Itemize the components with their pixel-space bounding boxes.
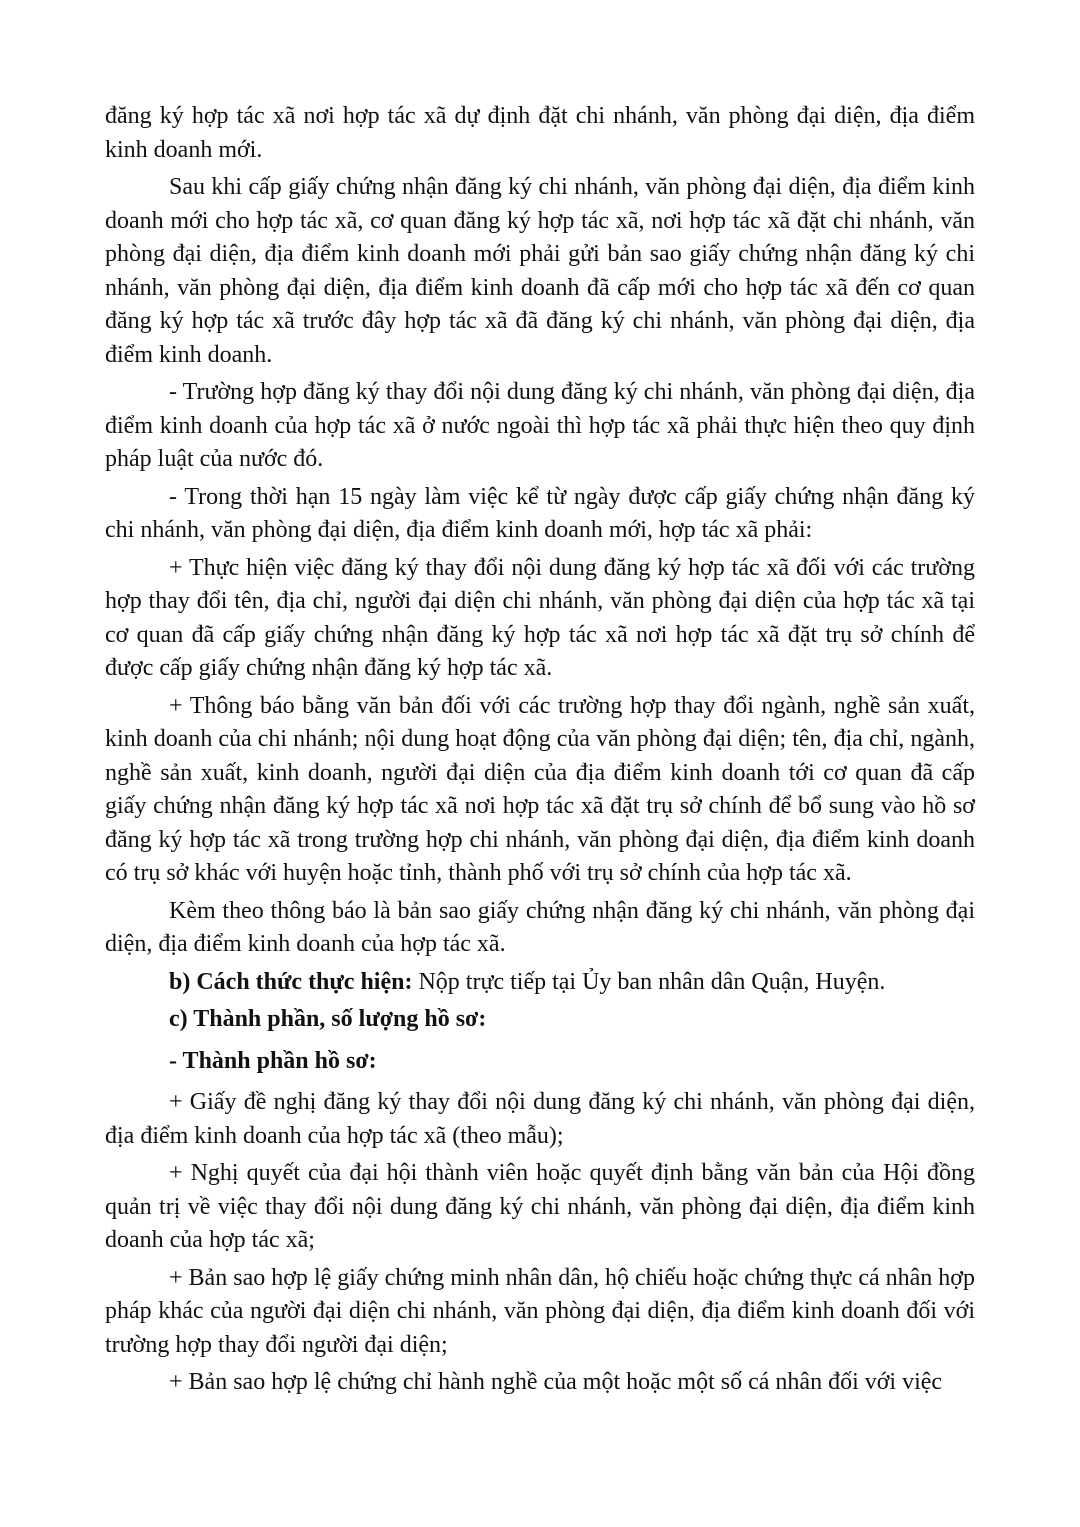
list-item-certificate-copy: + Bản sao hợp lệ chứng chỉ hành nghề của một hoặc một số cá nhân đối với việc [169, 1369, 943, 1395]
paragraph-after-issuance: Sau khi cấp giấy chứng nhận đăng ký chi nhánh, văn phòng đại diện, địa điểm kinh doanh mới cho hợp tác xã, cơ quan đăng ký hợp tác xã, nơi hợp tác xã đặt chi nhánh, văn phòng đại diện, địa điểm kinh doanh mới phải gửi bản sao giấy chứng nhận đăng ký chi nhánh, văn phòng đại diện, địa điểm kinh doanh đã cấp mới cho hợp tác xã đến cơ quan đăng ký hợp tác xã trước đây hợp tác xã đã đăng ký chi nhánh, văn phòng đại diện, địa điểm kinh doanh. [105, 174, 975, 368]
paragraph-registration-change: + Thực hiện việc đăng ký thay đổi nội dung đăng ký hợp tác xã đối với các trường hợp thay đổi tên, địa chỉ, người đại diện chi nhánh, văn phòng đại diện của hợp tác xã tại cơ quan đã cấp giấy chứng nhận đăng ký hợp tác xã nơi hợp tác xã đặt trụ sở chính để được cấp giấy chứng nhận đăng ký hợp tác xã. [105, 554, 975, 681]
paragraph-written-notice: + Thông báo bằng văn bản đối với các trường hợp thay đổi ngành, nghề sản xuất, kinh doanh của chi nhánh; nội dung hoạt động của văn phòng đại diện; tên, địa chỉ, ngành, nghề sản xuất, kinh doanh, người đại diện của địa điểm kinh doanh tới cơ quan đã cấp giấy chứng nhận đăng ký hợp tác xã nơi hợp tác xã đặt trụ sở chính để bổ sung vào hồ sơ đăng ký hợp tác xã trong trường hợp chi nhánh, văn phòng đại diện, địa điểm kinh doanh có trụ sở khác với huyện hoặc tỉnh, thành phố với trụ sở chính của hợp tác xã. [105, 692, 975, 886]
section-c-subheading: - Thành phần hồ sơ: [169, 1047, 377, 1074]
method-paragraph [105, 966, 975, 1000]
document-page [105, 100, 975, 1404]
paragraph-deadline: - Trong thời hạn 15 ngày làm việc kể từ ngày được cấp giấy chứng nhận đăng ký chi nhánh, văn phòng đại diện, địa điểm kinh doanh mới, hợp tác xã phải: [105, 483, 975, 543]
paragraph-foreign-case: - Trường hợp đăng ký thay đổi nội dung đăng ký chi nhánh, văn phòng đại diện, địa điểm kinh doanh của hợp tác xã ở nước ngoài thì hợp tác xã phải thực hiện theo quy định pháp luật của nước đó. [105, 379, 975, 472]
list-item-resolution: + Nghị quyết của đại hội thành viên hoặc quyết định bằng văn bản của Hội đồng quản trị về việc thay đổi nội dung đăng ký chi nhánh, văn phòng đại diện, địa điểm kinh doanh của hợp tác xã; [105, 1160, 975, 1253]
method-text: Nộp trực tiếp tại Ủy ban nhân dân Quận, Huyện. [412, 968, 886, 995]
paragraph-attachment: Kèm theo thông báo là bản sao giấy chứng nhận đăng ký chi nhánh, văn phòng đại diện, địa điểm kinh doanh của hợp tác xã. [105, 897, 975, 957]
method-label: b) Cách thức thực hiện: [169, 968, 413, 995]
section-c-heading: c) Thành phần, số lượng hồ sơ: [169, 1006, 487, 1032]
list-item-request-form: + Giấy đề nghị đăng ký thay đổi nội dung đăng ký chi nhánh, văn phòng đại diện, địa điểm kinh doanh của hợp tác xã (theo mẫu); [105, 1089, 975, 1149]
list-item-id-copy: + Bản sao hợp lệ giấy chứng minh nhân dân, hộ chiếu hoặc chứng thực cá nhân hợp pháp khác của người đại diện chi nhánh, văn phòng đại diện, địa điểm kinh doanh đối với trường hợp thay đổi người đại diện; [105, 1264, 975, 1358]
paragraph-continuation: đăng ký hợp tác xã nơi hợp tác xã dự định đặt chi nhánh, văn phòng đại diện, địa điểm kinh doanh mới. [105, 103, 975, 163]
